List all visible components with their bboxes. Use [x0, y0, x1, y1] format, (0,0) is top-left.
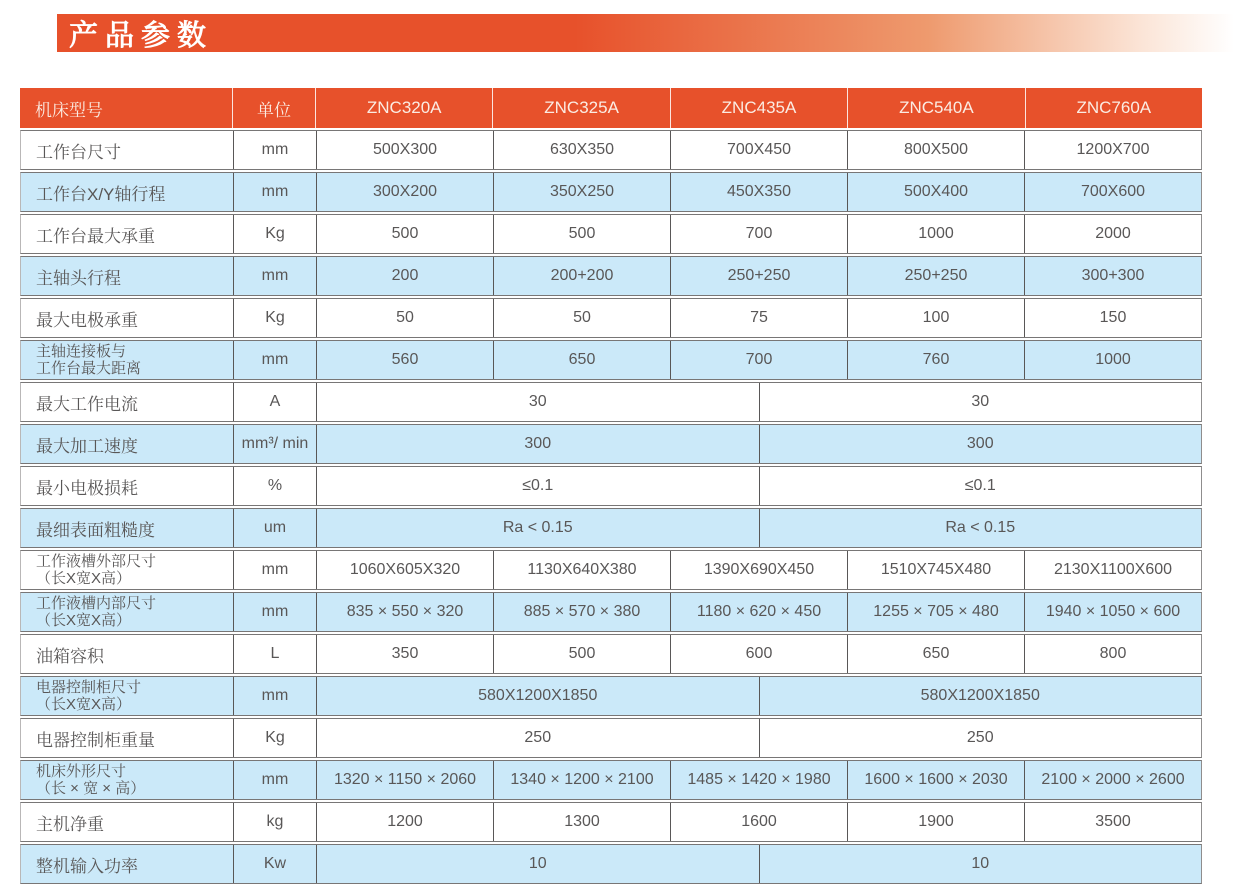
- row-label: [21, 761, 233, 799]
- value-cell: 1200: [316, 803, 493, 841]
- header-machine-model: 机床型号: [35, 100, 103, 120]
- row-unit: um: [233, 509, 316, 547]
- table-row: [20, 172, 1202, 212]
- row-label-line2: （长 × 宽 × 高）: [36, 780, 146, 797]
- row-unit: mm: [233, 131, 316, 169]
- row-label: [21, 845, 233, 883]
- merged-value-cell: 10: [316, 845, 759, 883]
- value-cell: 2130X1100X600: [1024, 551, 1201, 589]
- table-row: [20, 634, 1202, 674]
- value-cell: 500X300: [316, 131, 493, 169]
- value-cell: 300X200: [316, 173, 493, 211]
- value-cell: 500: [493, 635, 670, 673]
- value-cell: 600: [670, 635, 847, 673]
- value-cell: 700: [670, 341, 847, 379]
- table-row: [20, 256, 1202, 296]
- value-cell: 1000: [1024, 341, 1201, 379]
- value-cell: 700X450: [670, 131, 847, 169]
- table-row: [20, 214, 1202, 254]
- row-label-line1: 电器控制柜尺寸: [36, 679, 142, 696]
- value-cell: 1900: [847, 803, 1024, 841]
- table-row: [20, 508, 1202, 548]
- value-cell: 650: [847, 635, 1024, 673]
- row-label-line1: 油箱容积: [36, 646, 104, 666]
- row-label-line1: 机床外形尺寸: [36, 763, 127, 780]
- row-label-line2: （长X宽X高）: [36, 696, 132, 713]
- row-label: [21, 173, 233, 211]
- row-label-line1: 电器控制柜重量: [36, 730, 155, 750]
- table-row: [20, 760, 1202, 800]
- section-title-banner: [57, 14, 1234, 52]
- table-row: [20, 718, 1202, 758]
- row-label-line2: （长X宽X高）: [36, 612, 132, 629]
- header-model-znc320a: ZNC320A: [315, 88, 492, 128]
- merged-value-cell: ≤0.1: [316, 467, 759, 505]
- value-cell: 1510X745X480: [847, 551, 1024, 589]
- row-unit: A: [233, 383, 316, 421]
- value-cell: 760: [847, 341, 1024, 379]
- value-cell: 800: [1024, 635, 1201, 673]
- row-unit: mm: [233, 341, 316, 379]
- row-label-line1: 工作台X/Y轴行程: [36, 184, 166, 204]
- value-cell: 800X500: [847, 131, 1024, 169]
- value-cell: 1180 × 620 × 450: [670, 593, 847, 631]
- table-row: [20, 130, 1202, 170]
- row-label: [21, 341, 233, 379]
- row-label: [21, 719, 233, 757]
- table-row: [20, 844, 1202, 884]
- merged-value-cell: 300: [759, 425, 1202, 463]
- row-label: [21, 593, 233, 631]
- value-cell: 1320 × 1150 × 2060: [316, 761, 493, 799]
- row-label-line1: 最小电极损耗: [36, 478, 138, 498]
- value-cell: 1600 × 1600 × 2030: [847, 761, 1024, 799]
- header-model-znc760a: ZNC760A: [1025, 88, 1202, 128]
- table-header-row: [20, 88, 1202, 128]
- row-label-line2: （长X宽X高）: [36, 570, 132, 587]
- value-cell: 500X400: [847, 173, 1024, 211]
- table-body: [20, 130, 1202, 884]
- value-cell: 150: [1024, 299, 1201, 337]
- value-cell: 200+200: [493, 257, 670, 295]
- row-label: [21, 215, 233, 253]
- row-label-line1: 工作液槽内部尺寸: [36, 595, 157, 612]
- row-label: [21, 803, 233, 841]
- value-cell: 700: [670, 215, 847, 253]
- row-label-line1: 最细表面粗糙度: [36, 520, 155, 540]
- merged-value-cell: ≤0.1: [759, 467, 1202, 505]
- value-cell: 885 × 570 × 380: [493, 593, 670, 631]
- row-label: [21, 509, 233, 547]
- value-cell: 350X250: [493, 173, 670, 211]
- value-cell: 75: [670, 299, 847, 337]
- merged-value-cell: 300: [316, 425, 759, 463]
- value-cell: 450X350: [670, 173, 847, 211]
- row-label-line1: 主轴头行程: [36, 268, 121, 288]
- row-label-line1: 整机输入功率: [36, 856, 138, 876]
- value-cell: 1390X690X450: [670, 551, 847, 589]
- value-cell: 650: [493, 341, 670, 379]
- table-row: [20, 298, 1202, 338]
- row-label-line1: 主机净重: [36, 814, 104, 834]
- row-label-line2: 工作台最大距离: [36, 360, 142, 377]
- row-label-line1: 最大加工速度: [36, 436, 138, 456]
- merged-value-cell: Ra < 0.15: [316, 509, 759, 547]
- table-row: [20, 466, 1202, 506]
- merged-value-cell: 250: [316, 719, 759, 757]
- row-label-line1: 工作台最大承重: [36, 226, 155, 246]
- table-row: [20, 382, 1202, 422]
- value-cell: 100: [847, 299, 1024, 337]
- header-unit: 单位: [232, 88, 315, 128]
- value-cell: 1340 × 1200 × 2100: [493, 761, 670, 799]
- row-unit: mm: [233, 173, 316, 211]
- row-unit: mm: [233, 257, 316, 295]
- merged-value-cell: 30: [316, 383, 759, 421]
- row-label: [21, 383, 233, 421]
- value-cell: 200: [316, 257, 493, 295]
- value-cell: 1300: [493, 803, 670, 841]
- row-label: [21, 635, 233, 673]
- row-label-line1: 最大工作电流: [36, 394, 138, 414]
- merged-value-cell: 10: [759, 845, 1202, 883]
- value-cell: 300+300: [1024, 257, 1201, 295]
- row-unit: kg: [233, 803, 316, 841]
- table-row: [20, 676, 1202, 716]
- row-unit: Kw: [233, 845, 316, 883]
- table-row: [20, 424, 1202, 464]
- row-label: [21, 677, 233, 715]
- value-cell: 50: [493, 299, 670, 337]
- value-cell: 1130X640X380: [493, 551, 670, 589]
- row-label: [21, 425, 233, 463]
- merged-value-cell: 250: [759, 719, 1202, 757]
- value-cell: 1940 × 1050 × 600: [1024, 593, 1201, 631]
- row-unit: Kg: [233, 719, 316, 757]
- value-cell: 1600: [670, 803, 847, 841]
- merged-value-cell: Ra < 0.15: [759, 509, 1202, 547]
- row-label: [21, 131, 233, 169]
- row-label: [21, 467, 233, 505]
- value-cell: 1200X700: [1024, 131, 1201, 169]
- value-cell: 700X600: [1024, 173, 1201, 211]
- row-label-line1: 主轴连接板与: [36, 343, 127, 360]
- value-cell: 1000: [847, 215, 1024, 253]
- table-row: [20, 550, 1202, 590]
- value-cell: 1485 × 1420 × 1980: [670, 761, 847, 799]
- row-unit: Kg: [233, 299, 316, 337]
- table-row: [20, 802, 1202, 842]
- value-cell: 835 × 550 × 320: [316, 593, 493, 631]
- value-cell: 560: [316, 341, 493, 379]
- value-cell: 1255 × 705 × 480: [847, 593, 1024, 631]
- value-cell: 250+250: [670, 257, 847, 295]
- value-cell: 3500: [1024, 803, 1201, 841]
- row-unit: mm: [233, 761, 316, 799]
- row-label-line1: 最大电极承重: [36, 310, 138, 330]
- row-unit: mm: [233, 551, 316, 589]
- value-cell: 250+250: [847, 257, 1024, 295]
- row-label: [21, 257, 233, 295]
- value-cell: 2100 × 2000 × 2600: [1024, 761, 1201, 799]
- value-cell: 500: [493, 215, 670, 253]
- row-unit: mm: [233, 593, 316, 631]
- header-model-znc540a: ZNC540A: [847, 88, 1024, 128]
- value-cell: 350: [316, 635, 493, 673]
- row-unit: L: [233, 635, 316, 673]
- row-label-line1: 工作台尺寸: [36, 142, 121, 162]
- merged-value-cell: 580X1200X1850: [316, 677, 759, 715]
- row-label-line1: 工作液槽外部尺寸: [36, 553, 157, 570]
- row-unit: mm³/ min: [233, 425, 316, 463]
- value-cell: 500: [316, 215, 493, 253]
- row-unit: %: [233, 467, 316, 505]
- value-cell: 50: [316, 299, 493, 337]
- merged-value-cell: 580X1200X1850: [759, 677, 1202, 715]
- header-model-znc435a: ZNC435A: [670, 88, 847, 128]
- merged-value-cell: 30: [759, 383, 1202, 421]
- row-label: [21, 299, 233, 337]
- row-unit: mm: [233, 677, 316, 715]
- row-unit: Kg: [233, 215, 316, 253]
- spec-table: [20, 88, 1202, 886]
- header-model-znc325a: ZNC325A: [492, 88, 669, 128]
- table-row: [20, 592, 1202, 632]
- row-label: [21, 551, 233, 589]
- value-cell: 630X350: [493, 131, 670, 169]
- value-cell: 2000: [1024, 215, 1201, 253]
- page-title: 产品参数: [69, 19, 214, 52]
- table-row: [20, 340, 1202, 380]
- value-cell: 1060X605X320: [316, 551, 493, 589]
